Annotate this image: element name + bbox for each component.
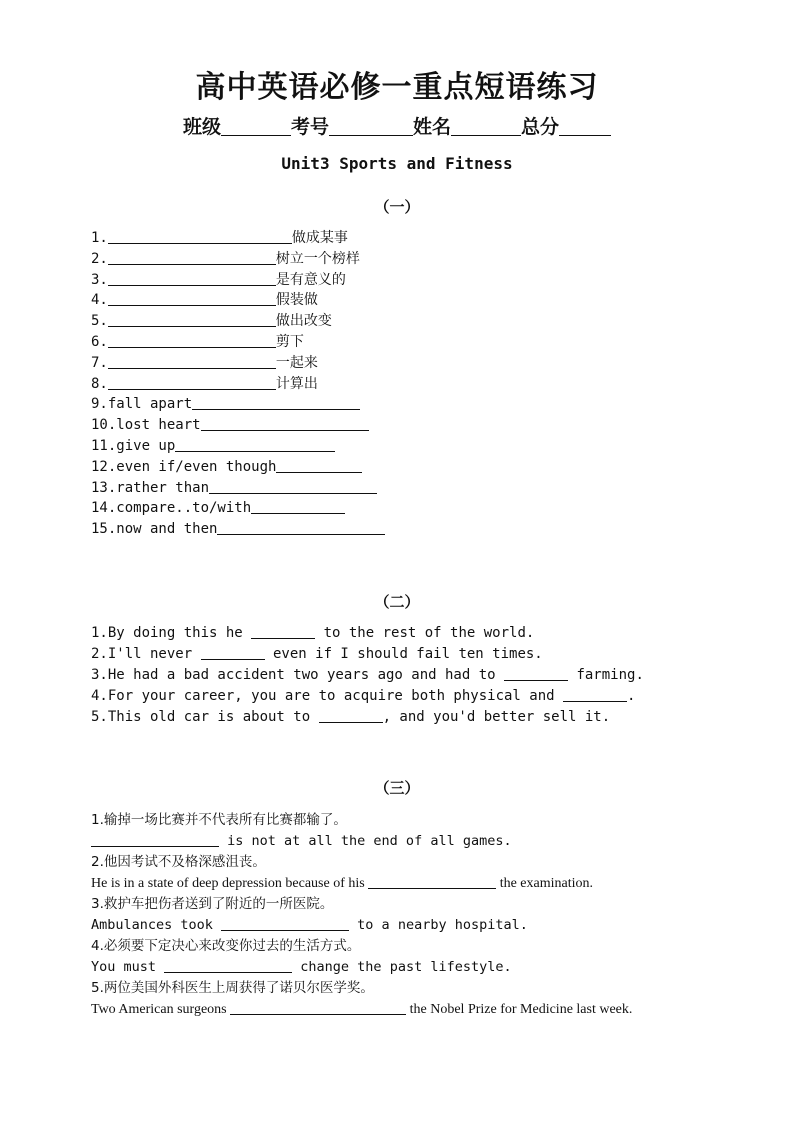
answer-blank[interactable] bbox=[108, 271, 276, 286]
translation-line: He is in a state of deep depression because of his the examination. bbox=[91, 876, 594, 891]
student-info-line bbox=[0, 112, 794, 139]
list-item: 2. 树立一个榜样 bbox=[91, 250, 360, 267]
answer-blank[interactable] bbox=[108, 375, 276, 390]
answer-blank[interactable] bbox=[251, 499, 345, 514]
answer-blank[interactable] bbox=[251, 624, 315, 639]
section-heading-1: （一） bbox=[374, 198, 420, 216]
name-blank[interactable] bbox=[451, 118, 521, 136]
answer-blank[interactable] bbox=[91, 832, 219, 847]
answer-blank[interactable] bbox=[230, 1000, 406, 1015]
number-blank[interactable] bbox=[329, 118, 413, 136]
class-label: 班级 bbox=[182, 116, 221, 138]
list-item: 15.now and then bbox=[91, 519, 385, 540]
answer-blank[interactable] bbox=[192, 395, 360, 410]
class-blank[interactable] bbox=[221, 118, 291, 136]
list-item: 8. 计算出 bbox=[91, 375, 318, 392]
list-item: 1.By doing this he to the rest of the world. bbox=[91, 625, 535, 641]
list-item: 3.He had a bad accident two years ago and had to farming. bbox=[91, 667, 644, 683]
list-item: 1. 做成某事 bbox=[91, 230, 348, 246]
section-heading-3: （三） bbox=[374, 779, 420, 797]
answer-blank[interactable] bbox=[164, 958, 292, 973]
answer-blank[interactable] bbox=[209, 479, 377, 494]
list-item: 4. 假装做 bbox=[91, 292, 318, 309]
answer-blank[interactable] bbox=[319, 708, 383, 723]
chinese-prompt: 1.输掉一场比赛并不代表所有比赛都输了。 bbox=[91, 812, 347, 828]
score-label: 总分 bbox=[521, 116, 560, 138]
list-item: 2.I'll never even if I should fail ten times. bbox=[91, 646, 543, 662]
chinese-prompt: 2.他因考试不及格深感沮丧。 bbox=[91, 854, 266, 870]
worksheet-title: 高中英语必修一重点短语练习 bbox=[195, 70, 599, 105]
number-label: 考号 bbox=[290, 116, 329, 138]
list-item: 13.rather than bbox=[91, 478, 385, 499]
score-blank[interactable] bbox=[559, 118, 611, 136]
answer-blank[interactable] bbox=[563, 687, 627, 702]
answer-blank[interactable] bbox=[201, 645, 265, 660]
list-item: 3. 是有意义的 bbox=[91, 271, 346, 288]
answer-blank[interactable] bbox=[108, 354, 276, 369]
translation-line: You must change the past lifestyle. bbox=[91, 959, 512, 975]
answer-blank[interactable] bbox=[108, 291, 276, 306]
list-item: 9.fall apart bbox=[91, 394, 385, 415]
answer-blank[interactable] bbox=[276, 458, 362, 473]
list-item: 14.compare..to/with bbox=[91, 498, 385, 519]
list-item: 12.even if/even though bbox=[91, 457, 385, 478]
answer-blank[interactable] bbox=[108, 250, 276, 265]
answer-blank[interactable] bbox=[108, 333, 276, 348]
translation-line: Two American surgeons the Nobel Prize for Medicine last week. bbox=[91, 1002, 633, 1017]
part2-list bbox=[91, 623, 644, 728]
translation-line: is not at all the end of all games. bbox=[91, 831, 632, 852]
translation-line: Ambulances took to a nearby hospital. bbox=[91, 917, 528, 933]
list-item: 5.This old car is about to , and you'd better sell it. bbox=[91, 709, 611, 725]
list-item: 6. 剪下 bbox=[91, 333, 304, 350]
answer-blank[interactable] bbox=[108, 312, 276, 327]
answer-blank[interactable] bbox=[201, 416, 369, 431]
answer-blank[interactable] bbox=[368, 874, 496, 889]
chinese-prompt: 4.必须要下定决心来改变你过去的生活方式。 bbox=[91, 938, 361, 954]
list-item: 11.give up bbox=[91, 436, 385, 457]
part3-list bbox=[91, 810, 632, 1020]
list-item: 4.For your career, you are to acquire both physical and . bbox=[91, 688, 636, 704]
name-label: 姓名 bbox=[413, 116, 452, 138]
answer-blank[interactable] bbox=[175, 437, 335, 452]
chinese-prompt: 3.救护车把伤者送到了附近的一所医院。 bbox=[91, 896, 334, 912]
answer-blank[interactable] bbox=[504, 666, 568, 681]
answer-blank[interactable] bbox=[221, 916, 349, 931]
part1-list bbox=[91, 228, 385, 540]
list-item: 5. 做出改变 bbox=[91, 313, 332, 330]
unit-title: Unit3 Sports and Fitness bbox=[281, 154, 513, 173]
chinese-prompt: 5.两位美国外科医生上周获得了诺贝尔医学奖。 bbox=[91, 980, 374, 996]
answer-blank[interactable] bbox=[217, 520, 385, 535]
list-item: 10.lost heart bbox=[91, 415, 385, 436]
answer-blank[interactable] bbox=[108, 229, 292, 244]
list-item: 7. 一起来 bbox=[91, 354, 318, 371]
section-heading-2: （二） bbox=[374, 593, 420, 611]
